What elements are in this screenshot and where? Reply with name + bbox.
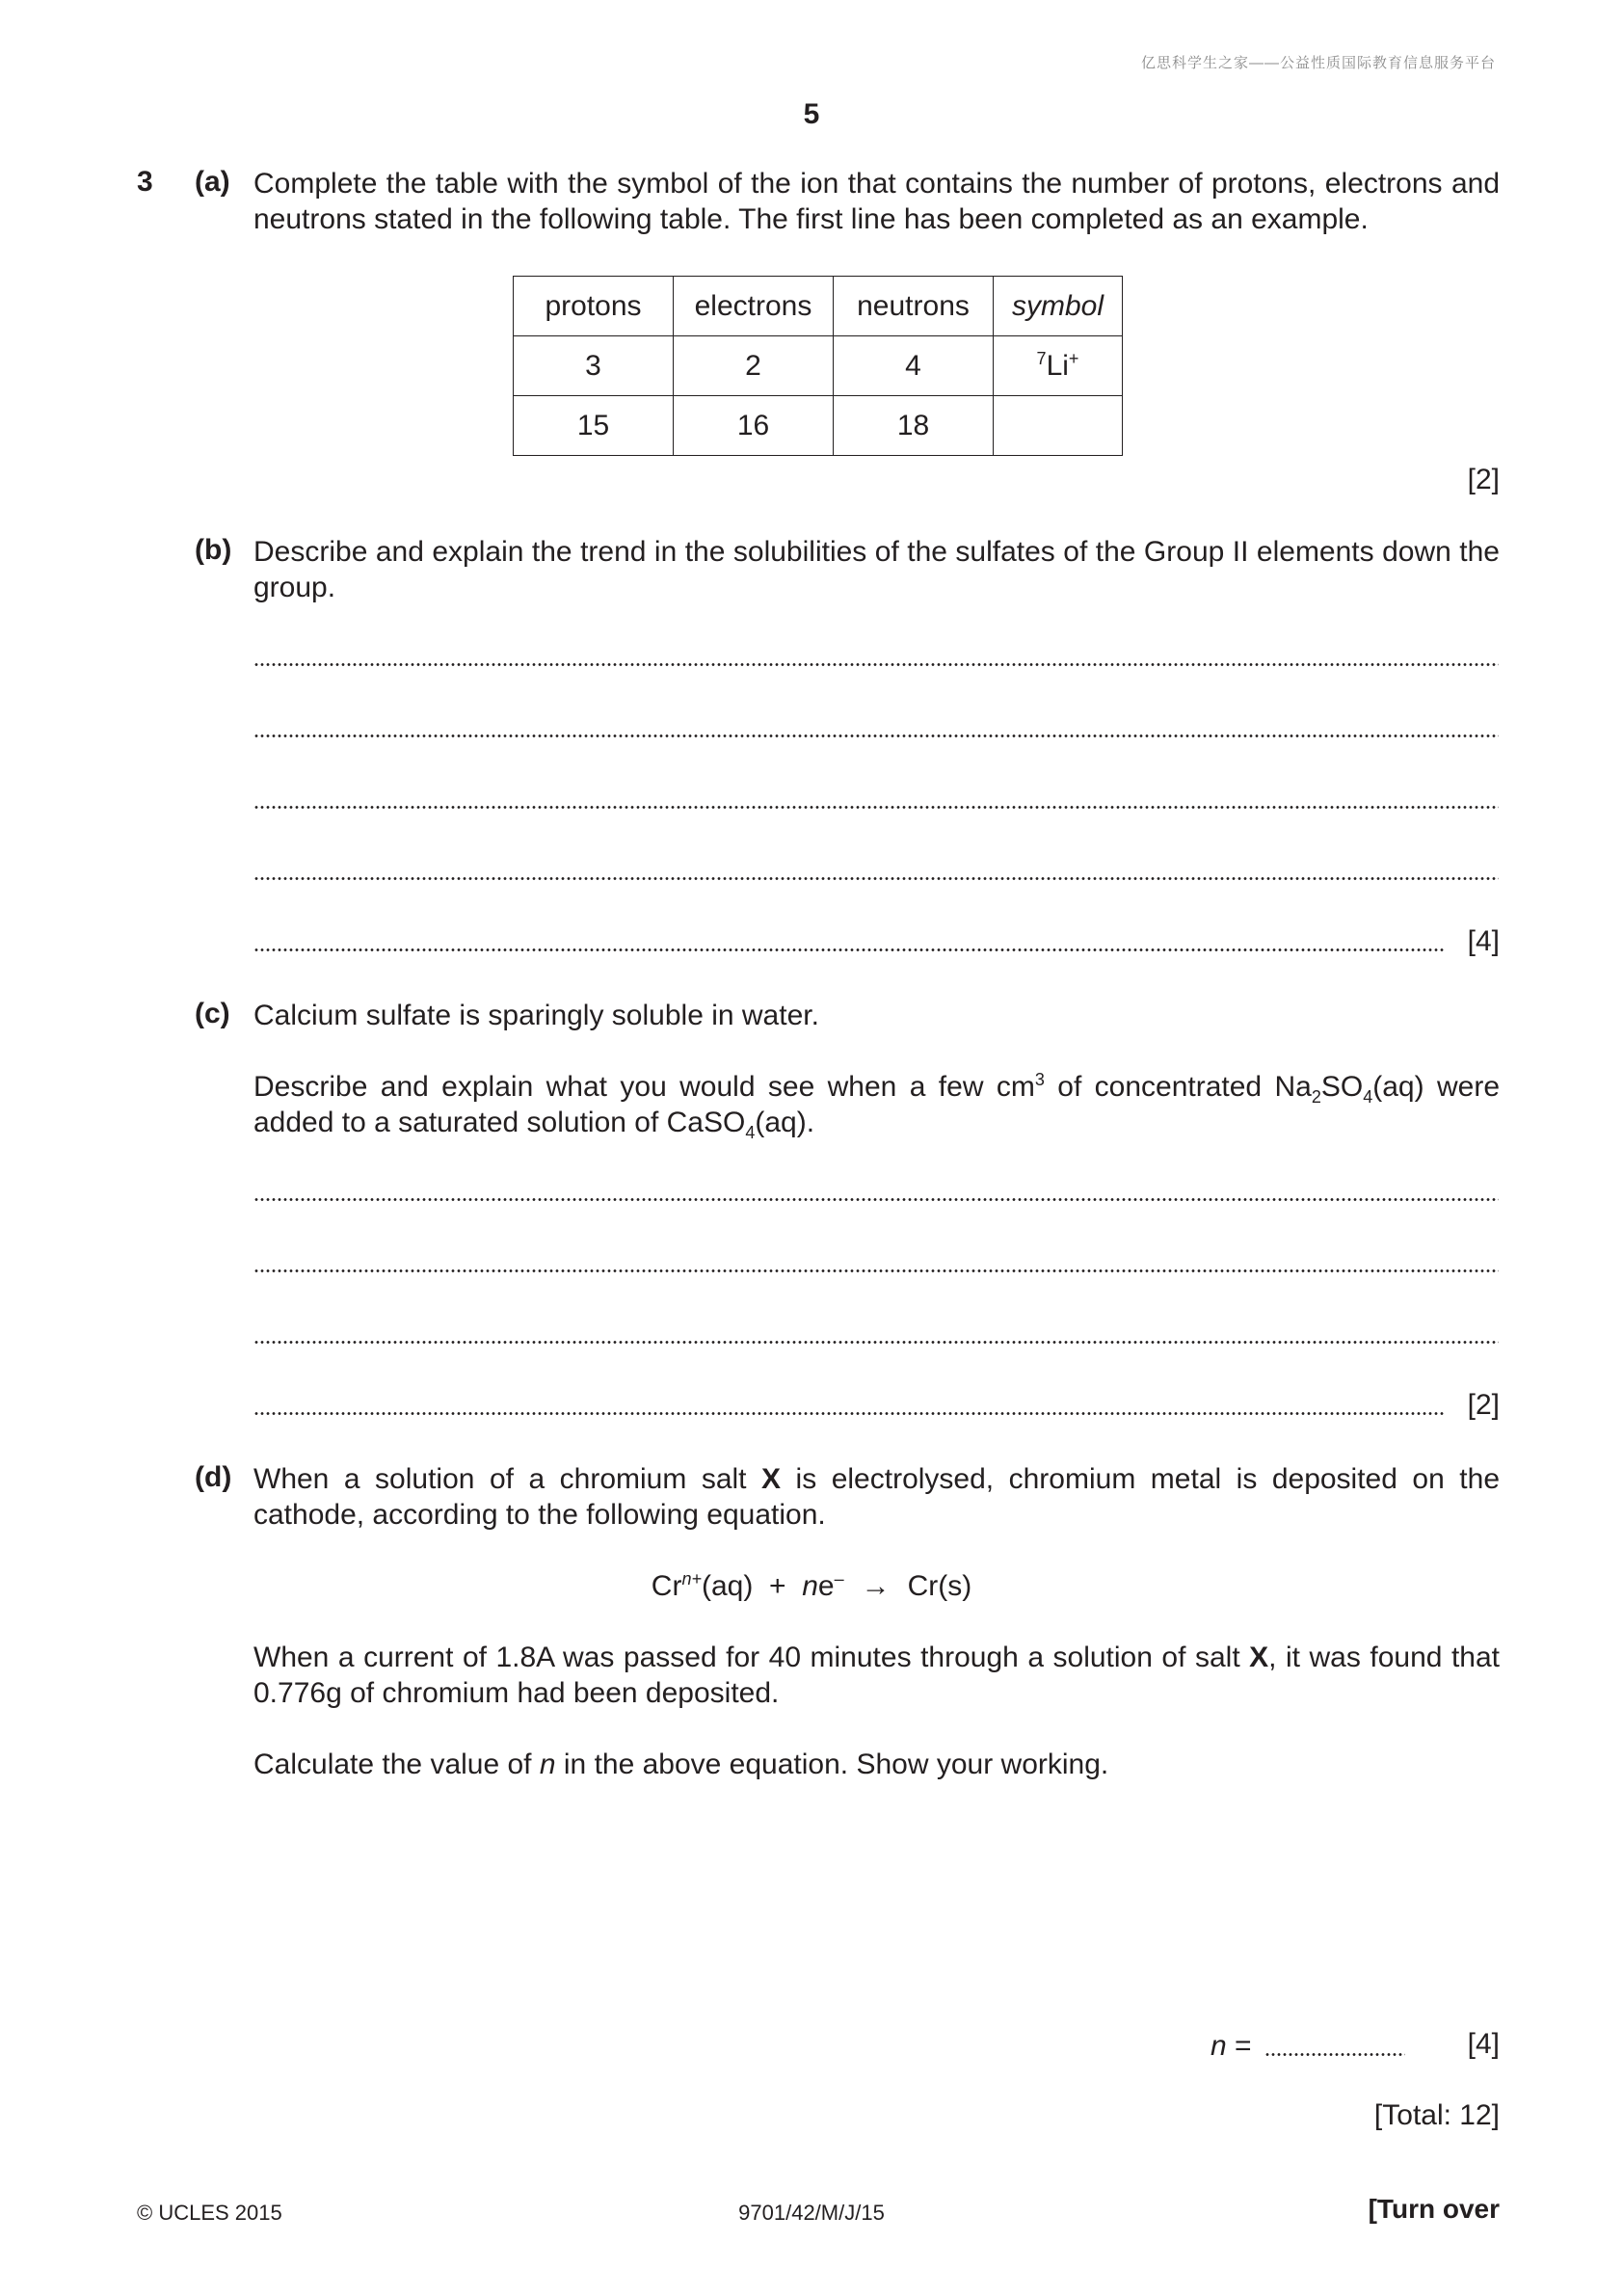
eq-cr: Cr <box>651 1570 682 1602</box>
part-c-text-d: (aq) were added to a saturated solution of CaSO <box>253 1071 1501 1138</box>
part-a-text: Complete the table with the symbol of the ion that contains the number of protons, electrons and neutrons stated in the following table. The first line has been completed as an example. <box>253 168 1500 235</box>
table-row <box>514 396 1123 456</box>
part-c-intro: Calcium sulfate is sparingly soluble in water. <box>253 1000 819 1031</box>
part-c-label: (c) <box>195 998 230 1029</box>
part-d-text-b: is electrolysed, chromium metal is deposited on the cathode, according to the following equation. <box>253 1463 1500 1531</box>
part-c-text-b: of concentrated Na <box>1044 1071 1312 1103</box>
ion-table <box>513 276 1123 456</box>
question-number: 3 <box>137 166 153 198</box>
header-neutrons: neutrons <box>834 277 994 336</box>
part-c-text <box>253 1069 1500 1140</box>
answer-line[interactable] <box>253 1341 1499 1344</box>
part-d-marks: [4] <box>1467 2028 1500 2060</box>
cell-symbol <box>994 336 1123 396</box>
eq-n: n <box>802 1570 818 1602</box>
header-watermark: 亿思科学生之家——公益性质国际教育信息服务平台 <box>1140 55 1496 71</box>
part-b-marks: [4] <box>1467 925 1500 957</box>
eq-e: e <box>817 1570 835 1602</box>
answer-line[interactable] <box>253 1412 1445 1415</box>
subscript: 4 <box>745 1123 756 1142</box>
part-d-data-b: , it was found that 0.776g of chromium had been deposited. <box>253 1642 1500 1709</box>
cell-protons: 15 <box>514 396 674 456</box>
answer-n-var: n <box>1211 2030 1227 2062</box>
turn-over: [Turn over <box>1368 2194 1500 2224</box>
cell-electrons: 2 <box>674 336 834 396</box>
cell-protons: 3 <box>514 336 674 396</box>
answer-line[interactable] <box>253 806 1499 809</box>
subscript: 2 <box>1311 1087 1321 1107</box>
part-d-instr-n: n <box>539 1749 556 1780</box>
superscript: 3 <box>1034 1070 1045 1089</box>
answer-line[interactable] <box>253 1269 1499 1272</box>
cell-neutrons: 18 <box>834 396 994 456</box>
total-marks: [Total: 12] <box>1373 2099 1500 2131</box>
part-d-data-a: When a current of 1.8A was passed for 40 minutes through a solution of salt <box>253 1642 1250 1673</box>
part-d-instr-b: in the above equation. Show your working. <box>555 1749 1109 1780</box>
part-d-text <box>253 1461 1500 1533</box>
page-number: 5 <box>803 98 820 130</box>
part-c-marks: [2] <box>1467 1389 1500 1421</box>
footer-copyright: © UCLES 2015 <box>137 2201 282 2225</box>
part-c-text-a: Describe and explain what you would see when a few cm <box>253 1071 1035 1103</box>
answer-n-field[interactable] <box>1264 2053 1405 2056</box>
eq-e-charge: – <box>834 1569 844 1589</box>
subscript: 4 <box>1363 1087 1373 1107</box>
part-d-text-a: When a solution of a chromium salt <box>253 1463 762 1495</box>
answer-n-label <box>1211 2028 1252 2064</box>
header-symbol: symbol <box>994 277 1123 336</box>
eq-arrow: → <box>861 1570 891 1602</box>
answer-line[interactable] <box>253 877 1499 880</box>
answer-line[interactable] <box>253 663 1499 666</box>
equation <box>0 1568 1623 1604</box>
table-header-row <box>514 277 1123 336</box>
part-b-label: (b) <box>195 534 232 566</box>
header-protons: protons <box>514 277 674 336</box>
part-d-instr-a: Calculate the value of <box>253 1749 540 1780</box>
ion-charge: + <box>1068 348 1079 368</box>
part-a-marks: [2] <box>1467 464 1500 495</box>
eq-cr-solid: Cr(s) <box>907 1570 972 1602</box>
salt-x: X <box>1249 1642 1269 1673</box>
table-row <box>514 336 1123 396</box>
footer-code: 9701/42/M/J/15 <box>738 2201 885 2225</box>
part-c-text-c: SO <box>1320 1071 1364 1103</box>
answer-line[interactable] <box>253 734 1499 737</box>
eq-charge: n+ <box>681 1569 702 1589</box>
cell-neutrons: 4 <box>834 336 994 396</box>
element-symbol: Li <box>1046 349 1069 382</box>
part-d-data <box>253 1640 1500 1711</box>
part-a-label: (a) <box>195 166 230 198</box>
answer-line[interactable] <box>253 948 1445 951</box>
cell-electrons: 16 <box>674 396 834 456</box>
part-c-text-e: (aq). <box>755 1107 815 1138</box>
part-d-label: (d) <box>195 1461 232 1493</box>
header-electrons: electrons <box>674 277 834 336</box>
mass-number: 7 <box>1036 348 1047 368</box>
answer-n-eq: = <box>1226 2030 1252 2062</box>
part-b-text: Describe and explain the trend in the solubilities of the sulfates of the Group II elements down the group. <box>253 536 1500 603</box>
eq-aq: (aq) + <box>701 1570 803 1602</box>
salt-x: X <box>761 1463 782 1495</box>
answer-symbol-cell[interactable] <box>994 396 1123 456</box>
part-d-instruction <box>253 1747 1500 1782</box>
answer-line[interactable] <box>253 1198 1499 1201</box>
